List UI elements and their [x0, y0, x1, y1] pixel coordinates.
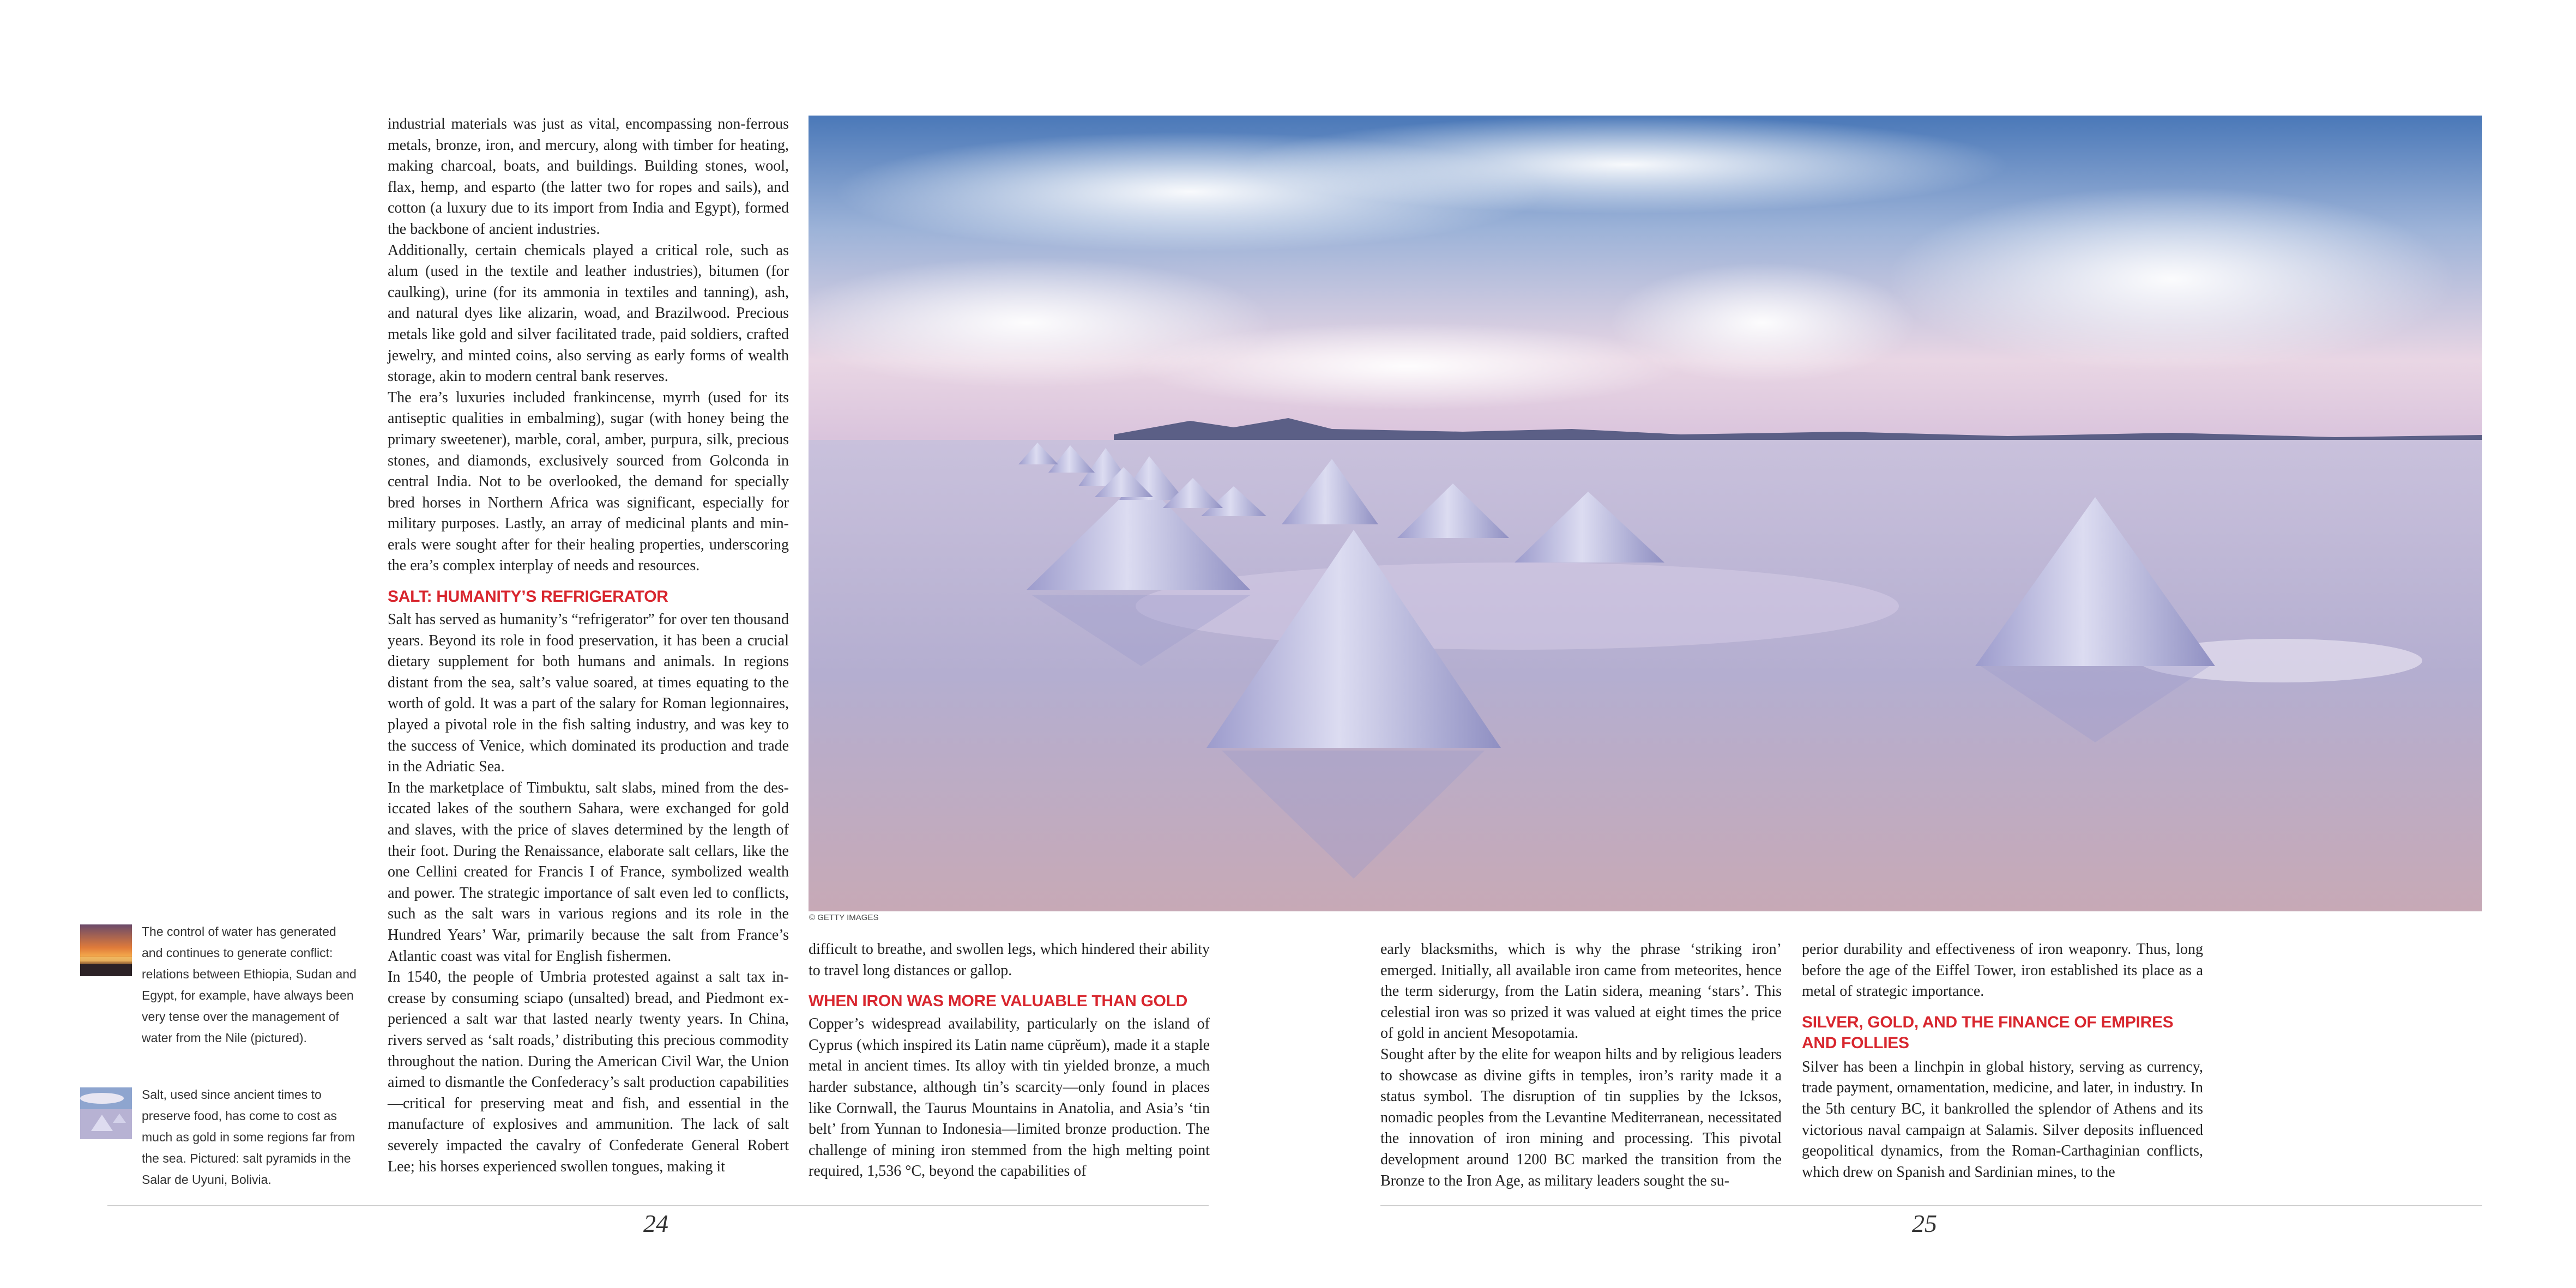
photo-credit: © GETTY IMAGES: [809, 913, 879, 922]
left-page-column-2: [809, 939, 1210, 1182]
paragraph: Salt has served as humanity’s “refrigerator” for over ten thousand years. Beyond its role in food preservation, it has been a crucial dietary supplement for both humans and animals. In regions distant from the sea, salt’s value soared, at times equating to the worth of gold. It was a part of the salary for Roman legionnaires, played a pivotal role in the fish salting industry, and was key to the success of Venice, which dominated its production and trade in the Adriatic Sea.: [388, 611, 789, 776]
page-number-left: 24: [643, 1210, 668, 1237]
paragraph: Copper’s widespread availability, particularly on the island of Cyprus (which inspired its Latin name cūprĕum), made it a staple metal in ancient times. Its alloy with tin yielded bronze, a much harder substance, although tin’s scarcity—only found in places like Cornwall, the Taurus Mountains in Anatolia, and Asia’s ‘tin belt’ from Yunnan to Indonesia—limited bronze production. The challenge of mining iron stemmed from the high melting point required, 1,536 °C, beyond the capabilities of: [809, 1015, 1210, 1180]
paragraph: perior durability and effectiveness of iron weaponry. Thus, long before the age of the Eiffel Tower, iron established its place as a metal of strategic importance.: [1802, 941, 2203, 1000]
paragraph: In the marketplace of Timbuktu, salt slabs, mined from the desiccated lakes of the southern Sahara, were exchanged for gold and slaves, with the price of slaves determined by the length of their foot. During the Renaissance, elaborate salt cellars, like the one Cellini created for Francis I of France, symbolized wealth and power. The strategic importance of salt even led to conflicts, such as the salt wars in various regions and its role in the Hundred Years’ War, primarily because the salt from France’s Atlantic coast was vital for English fishermen.: [388, 779, 789, 965]
paragraph: Additionally, certain chemicals played a critical role, such as alum (used in the textile and leather industries), bitumen (for caulking), urine (for its ammonia in textiles and tanning), ash, and natural dyes like alizarin, woad, and Brazilwood. Precious metals like gold and silver facilitated trade, paid soldiers, crafted jewelry, and minted coins, also serving as early forms of wealth storage, akin to modern central bank reserves.: [388, 241, 789, 385]
left-page-column-1: [388, 114, 789, 1177]
footer-rule-left: [107, 1205, 1209, 1206]
salt-pyramids-thumbnail: [80, 1087, 132, 1139]
paragraph: difficult to breathe, and swollen legs, which hindered their ability to travel long distances or gallop.: [809, 941, 1210, 979]
section-heading-iron: WHEN IRON WAS MORE VALUABLE THAN GOLD: [809, 992, 1187, 1011]
section-heading-line: AND FOLLIES: [1802, 1033, 1909, 1052]
paragraph: industrial materials was just as vital, encompassing non-ferrous metals, bronze, iron, and mercury, along with timber for heating, making charcoal, boats, and buildings. Building stones, wool, flax, hemp, and esparto (the latter two for ropes and sails), and cotton (a luxury due to its import from India and Egypt), formed the backbone of ancient industries.: [388, 116, 789, 238]
footer-rule-right: [1380, 1205, 2482, 1206]
caption-nile: The control of water has generated and continues to generate conflict: relations between Ethiopia, Sudan and Egypt, for example, have always been very tense over the management of water from the Nile (pictured).: [142, 924, 357, 1045]
page-number-right: 25: [1912, 1210, 1937, 1237]
nile-sunset-thumbnail: [80, 924, 132, 976]
section-heading-line: SILVER, GOLD, AND THE FINANCE OF EMPIRES: [1802, 1013, 2174, 1031]
right-page-column-3: [1380, 939, 1782, 1192]
salt-pyramids-photo: [809, 116, 2482, 911]
paragraph: Sought after by the elite for weapon hilts and by religious leaders to showcase as divine gifts in temples, iron’s rarity made it a status symbol. The disruption of tin supplies by the Icksos, nomadic peoples from the Levantine Mediterranean, necessitated the innovation of iron mining and processing. This pivotal development around 1200 BC marked the transition from the Bronze to the Iron Age, as military leaders sought the su-: [1380, 1045, 1782, 1189]
section-heading-silver-gold: [1802, 1012, 2203, 1054]
caption-salt: Salt, used since ancient times to preserve food, has come to cost as much as gold in some regions far from the sea. Pictured: salt pyramids in the Salar de Uyuni, Bolivia.: [142, 1087, 355, 1187]
paragraph: In 1540, the people of Umbria protested against a salt tax increase by consuming sciapo (unsalted) bread, and Piedmont experienced a salt war that lasted nearly twenty years. In China, rivers served as ‘salt roads,’ distributing this precious commodity throughout the nation. During the American Civil War, the Union aimed to dismantle the Confederacy’s salt production capabilities—critical for preserving meat and fish, and essential in the manufacture of explosives and ammunition. The lack of salt severely impacted the cavalry of Confederate General Robert Lee; his horses experienced swollen tongues, making it: [388, 969, 789, 1175]
paragraph: early blacksmiths, which is why the phrase ‘striking iron’ emerged. Initially, all available iron came from meteorites, hence the term siderurgy, from the Latin sidera, meaning ‘stars’. This celestial iron was so prized it was valued at eight times the price of gold in ancient Mesopotamia.: [1380, 941, 1782, 1042]
section-heading-salt: SALT: HUMANITY’S REFRIGERATOR: [388, 588, 668, 606]
paragraph: The era’s luxuries included frankincense, myrrh (used for its antiseptic qualities in embalming), sugar (with honey being the primary sweetener), marble, coral, amber, purpura, silk, precious stones, and diamonds, exclusively sourced from Golconda in central India. Not to be overlooked, the demand for specially bred horses in Northern Africa was significant, especially for military purposes. Lastly, an array of medicinal plants and minerals were sought after for their healing properties, underscoring the era’s complex interplay of needs and resources.: [388, 389, 789, 575]
right-page-column-4: [1802, 939, 2203, 1183]
paragraph: Silver has been a linchpin in global history, serving as currency, trade payment, ornamentation, medicine, and later, in industry. In the 5th century BC, it bankrolled the splendor of Athens and its victorious naval campaign at Salamis. Silver deposits influenced geopolitical dynamics, from the Roman-Carthaginian conflicts, which drew on Spanish and Sardinian mines, to the: [1802, 1058, 2203, 1181]
